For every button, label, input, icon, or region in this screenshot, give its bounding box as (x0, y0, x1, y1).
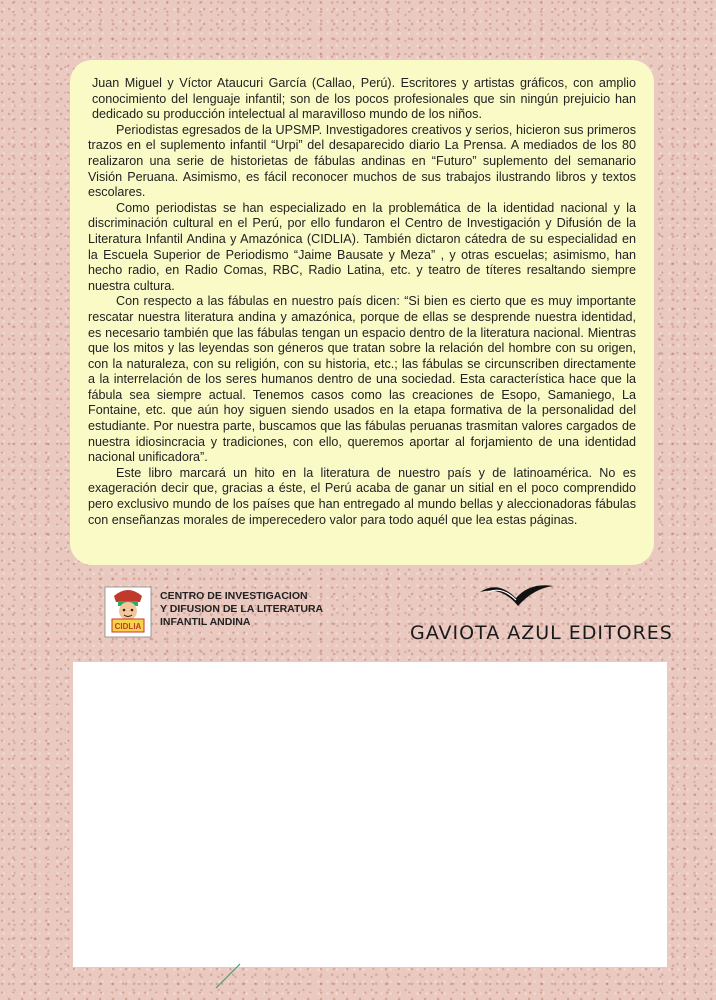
bio-paragraph-2: Periodistas egresados de la UPSMP. Investigadores creativos y serios, hicieron sus primeros trazos en el suplemento infantil “Urpi” del desaparecido diario La Prensa. A mediados de los 80 realizaron una serie de historietas de fábulas andinas en “Futuro” suplemento del semanario Visión Peruana. Asimismo, es fácil reconocer muchos de sus trabajos ilustrando libros y textos escolares. (88, 122, 636, 200)
publisher-name: GAVIOTA AZUL EDITORES (410, 622, 673, 644)
bio-paragraph-3: Como periodistas se han especializado en la problemática de la identidad nacional y la discriminación cultural en el Perú, por ello fundaron el Centro de Investigación y Difusión de la Literatura Infantil Andina y Amazónica (CIDLIA). También dictaron cátedra de su especialidad en la Escuela Superior de Periodismo “Jaime Bausate y Meza” , y otras escuelas; asimismo, han hecho radio, en Radio Comas, RBC, Radio Latina, etc. y teatro de títeres resaltando siempre nuestra cultura. (88, 200, 636, 293)
logos-row (100, 578, 673, 648)
cidlia-logo (104, 586, 152, 638)
seagull-logo-icon (478, 578, 556, 614)
cidlia-line-1: CENTRO DE INVESTIGACION (160, 590, 308, 602)
pen-stroke-mark (214, 960, 244, 990)
cidlia-name (160, 590, 323, 629)
cidlia-line-3: INFANTIL ANDINA (160, 616, 251, 628)
cidlia-badge-text: CIDLIA (114, 622, 142, 631)
bio-paragraph-4: Con respecto a las fábulas en nuestro país dicen: “Si bien es cierto que es muy importante rescatar nuestra literatura andina y amazónica, porque de ellas se desprende nuestra identidad, es necesario también que las fábulas tengan un espacio dentro de la literatura nacional. Mientras que los mitos y las leyendas son géneros que tratan sobre la relación del hombre con su origen, con la naturaleza, con su religión, con su historia, etc.; las fábulas se circunscriben directamente a la interrelación de los seres humanos dentro de una sociedad. Esta característica hace que la fábula sea siempre actual. Tenemos casos como las creaciones de Esopo, Samaniego, La Fontaine, etc. que aún hoy siguen siendo usados en la etapa formativa de la personalidad del estudiante. Por nuestra parte, buscamos que las fábulas peruanas trasmitan valores cargados de nuestra idiosincracia y tradiciones, con ello, queremos aportar al forjamiento de una identidad nacional unificadora”. (88, 294, 636, 465)
cidlia-line-2: Y DIFUSION DE LA LITERATURA (160, 603, 324, 615)
blank-label-area (73, 662, 667, 967)
bio-panel (70, 60, 654, 565)
bio-paragraph-5: Este libro marcará un hito en la literatura de nuestro país y de latinoamérica. No es exageración decir que, gracias a éste, el Perú acaba de ganar un sitial en el poco comprendido pero exclusivo mundo de los países que han entregado al mundo bellas y aleccionadoras fábulas con enseñanzas morales de imperecedero valor para todo aquél que lea estas páginas. (88, 465, 636, 527)
bio-paragraph-1: Juan Miguel y Víctor Ataucuri García (Callao, Perú). Escritores y artistas gráficos, con amplio conocimiento del lenguaje infantil; son de los pocos profesionales que sin ningún prejuicio han dedicado su producción intelectual al maravilloso mundo de los niños. (92, 76, 636, 122)
